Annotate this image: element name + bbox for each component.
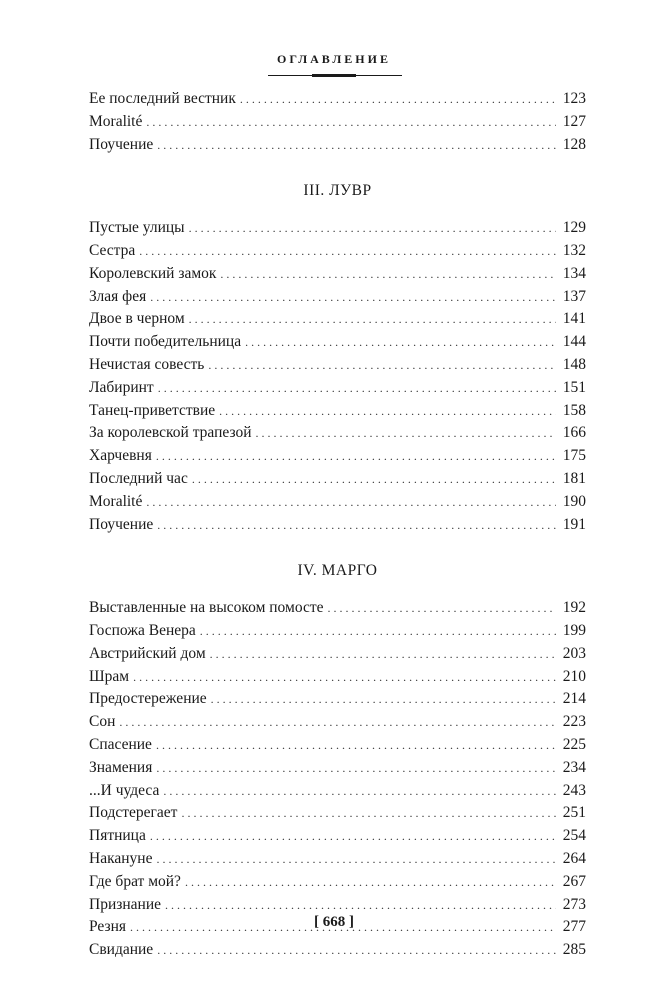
entry-page: 277 [562, 918, 586, 936]
entry-page: 214 [562, 690, 586, 708]
dot-leader [208, 354, 556, 377]
toc-entry [89, 111, 586, 134]
toc-entry [89, 286, 586, 309]
entry-title: Шрам [89, 667, 130, 685]
toc-block-continued [89, 88, 586, 156]
toc-section-louvre [89, 217, 586, 536]
entry-title: Резня [89, 918, 127, 936]
dot-leader [156, 848, 556, 871]
toc-entry [89, 217, 586, 240]
entry-page: 234 [562, 758, 586, 776]
entry-title: Пустые улицы [89, 219, 185, 237]
entry-page: 251 [562, 804, 586, 822]
toc-entry [89, 240, 586, 263]
entry-page: 191 [562, 515, 586, 533]
entry-page: 166 [562, 424, 586, 442]
entry-page: 128 [562, 135, 586, 153]
dot-leader [327, 597, 556, 620]
dot-leader [150, 825, 556, 848]
toc-entry [89, 780, 586, 803]
entry-title: Нечистая совесть [89, 355, 205, 373]
entry-title: Танец-приветствие [89, 401, 216, 419]
entry-page: 285 [562, 941, 586, 959]
dot-leader [133, 666, 556, 689]
entry-title: Выставленные на высоком помосте [89, 599, 324, 617]
entry-title: Сестра [89, 241, 136, 259]
entry-page: 129 [562, 219, 586, 237]
entry-title: Австрийский дом [89, 644, 206, 662]
dot-leader [200, 620, 556, 643]
section-heading-louvre: III. ЛУВР [303, 182, 372, 200]
entry-page: 132 [562, 241, 586, 259]
dot-leader [150, 286, 556, 309]
toc-entry [89, 643, 586, 666]
toc-entry [89, 688, 586, 711]
dot-leader [156, 734, 556, 757]
dot-leader [220, 263, 556, 286]
toc-entry [89, 711, 586, 734]
section-heading-margo: IV. МАРГО [297, 562, 378, 580]
toc-section-margo [89, 597, 586, 962]
dot-leader [156, 757, 556, 780]
toc-entry [89, 331, 586, 354]
dot-leader [119, 711, 556, 734]
toc-entry [89, 894, 586, 917]
entry-page: 267 [562, 872, 586, 890]
entry-page: 141 [562, 310, 586, 328]
entry-title: Лабиринт [89, 378, 154, 396]
entry-page: 203 [562, 644, 586, 662]
toc-entry [89, 802, 586, 825]
toc-entry [89, 422, 586, 445]
dot-leader [189, 308, 556, 331]
entry-page: 199 [562, 621, 586, 639]
dot-leader [210, 643, 556, 666]
dot-leader [219, 400, 556, 423]
toc-entry [89, 445, 586, 468]
toc-entry [89, 757, 586, 780]
entry-title: Двое в черном [89, 310, 185, 328]
dot-leader [245, 331, 556, 354]
entry-title: За королевской трапезой [89, 424, 252, 442]
dot-leader [146, 111, 556, 134]
entry-page: 175 [562, 447, 586, 465]
entry-page: 264 [562, 849, 586, 867]
toc-entry [89, 263, 586, 286]
toc-entry [89, 354, 586, 377]
dot-leader [139, 240, 556, 263]
entry-title: Поучение [89, 135, 154, 153]
entry-page: 210 [562, 667, 586, 685]
entry-page: 181 [562, 469, 586, 487]
entry-page: 243 [562, 781, 586, 799]
entry-title: Подстерегает [89, 804, 178, 822]
dot-leader [158, 377, 556, 400]
entry-page: 158 [562, 401, 586, 419]
entry-title: Moralité [89, 112, 143, 130]
toc-entry [89, 939, 586, 962]
entry-title: Сон [89, 713, 116, 731]
entry-title: Королевский замок [89, 264, 217, 282]
toc-entry [89, 400, 586, 423]
dot-leader [189, 217, 556, 240]
toc-entry [89, 848, 586, 871]
toc-entry [89, 308, 586, 331]
running-header [0, 52, 668, 67]
entry-page: 127 [562, 112, 586, 130]
header-title: ОГЛАВЛЕНИЕ [277, 52, 391, 66]
entry-page: 192 [562, 599, 586, 617]
toc-entry [89, 134, 586, 157]
dot-leader [256, 422, 556, 445]
toc-entry [89, 377, 586, 400]
entry-page: 223 [562, 713, 586, 731]
entry-page: 254 [562, 827, 586, 845]
entry-title: Накануне [89, 849, 153, 867]
entry-title: Moralité [89, 492, 143, 510]
toc-entry [89, 871, 586, 894]
toc-entry [89, 734, 586, 757]
entry-title: Знамения [89, 758, 153, 776]
dot-leader [157, 514, 556, 537]
dot-leader [156, 445, 556, 468]
entry-page: 190 [562, 492, 586, 510]
entry-title: Предостережение [89, 690, 207, 708]
dot-leader [163, 780, 556, 803]
entry-title: Злая фея [89, 287, 147, 305]
toc-entry [89, 825, 586, 848]
dot-leader [240, 88, 556, 111]
entry-title: Почти победительница [89, 333, 242, 351]
entry-title: Свидание [89, 941, 154, 959]
entry-title: Поучение [89, 515, 154, 533]
entry-title: Спасение [89, 735, 152, 753]
entry-title: Харчевня [89, 447, 152, 465]
toc-entry [89, 491, 586, 514]
dot-leader [192, 468, 556, 491]
toc-entry [89, 597, 586, 620]
dot-leader [165, 894, 556, 917]
dot-leader [157, 134, 556, 157]
toc-entry [89, 468, 586, 491]
toc-entry [89, 88, 586, 111]
toc-entry [89, 514, 586, 537]
page-number: [ 668 ] [314, 914, 354, 930]
dot-leader [157, 939, 556, 962]
dot-leader [146, 491, 556, 514]
header-rule-accent [312, 74, 356, 77]
entry-page: 134 [562, 264, 586, 282]
entry-page: 144 [562, 333, 586, 351]
entry-title: ...И чудеса [89, 781, 160, 799]
table-of-contents [89, 88, 586, 962]
entry-page: 273 [562, 895, 586, 913]
entry-page: 151 [562, 378, 586, 396]
entry-title: Последний час [89, 469, 188, 487]
entry-title: Где брат мой? [89, 872, 181, 890]
entry-title: Госпожа Венера [89, 621, 196, 639]
entry-title: Пятница [89, 827, 146, 845]
entry-title: Ее последний вестник [89, 90, 236, 107]
dot-leader [211, 688, 556, 711]
toc-entry [89, 620, 586, 643]
dot-leader [185, 871, 556, 894]
toc-entry [89, 666, 586, 689]
entry-page: 137 [562, 287, 586, 305]
dot-leader [181, 802, 556, 825]
entry-page: 148 [562, 355, 586, 373]
entry-page: 225 [562, 735, 586, 753]
entry-title: Признание [89, 895, 162, 913]
entry-page: 123 [562, 90, 586, 107]
